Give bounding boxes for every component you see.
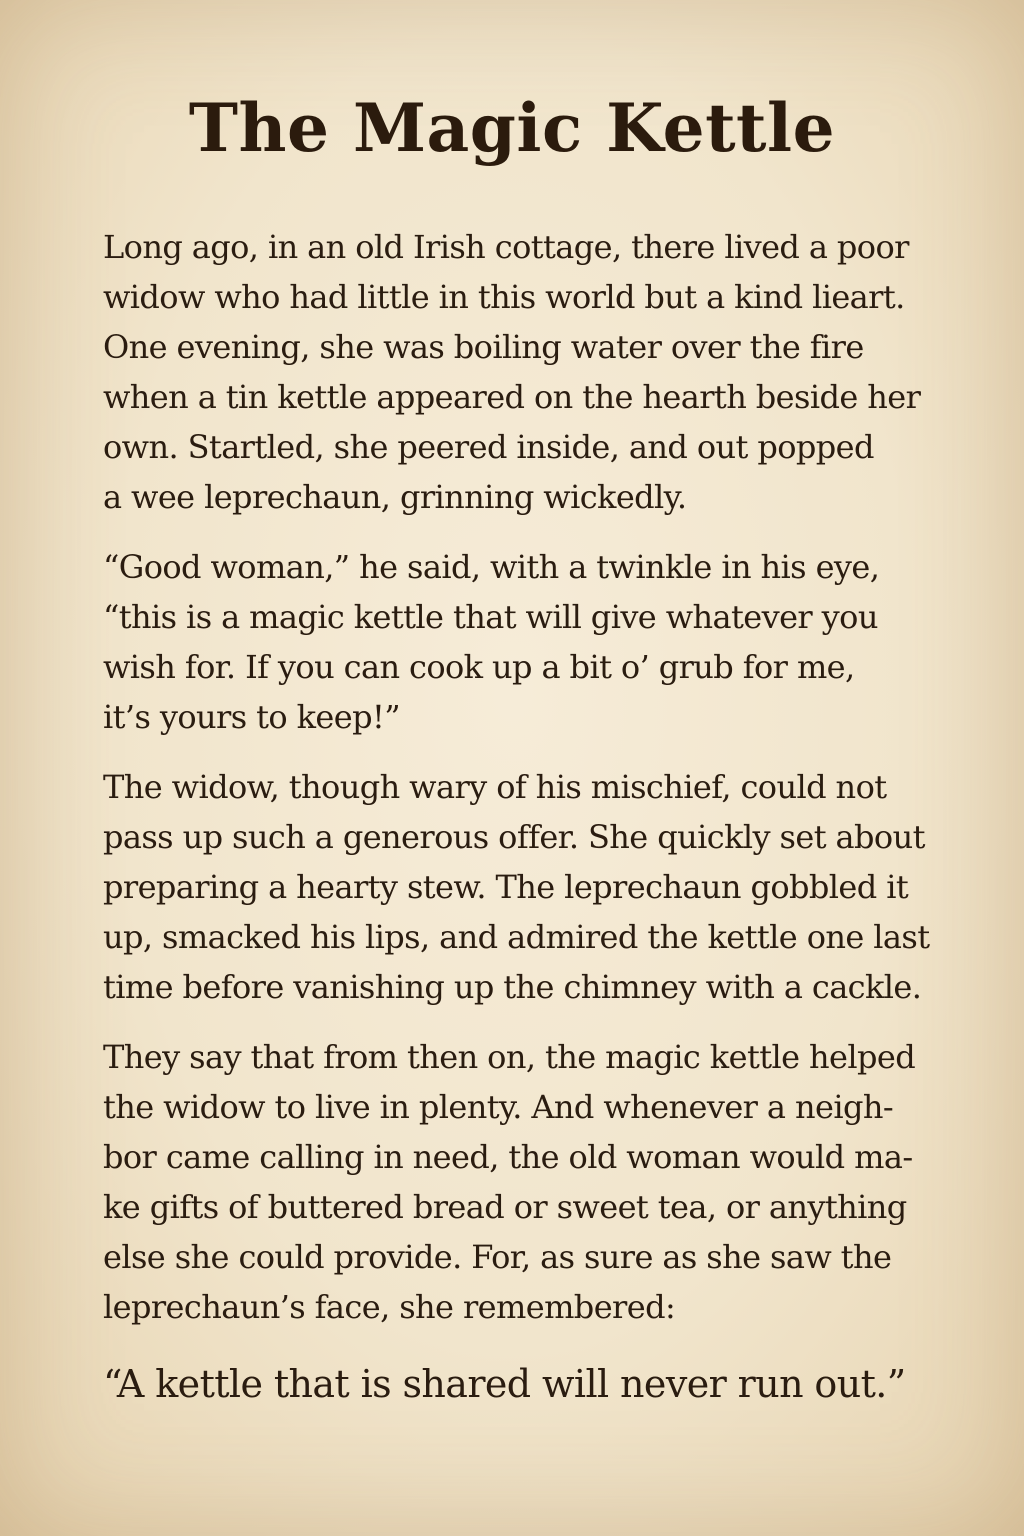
paragraph-line: it’s yours to keep!” [103, 698, 400, 736]
paragraph-line: else she could provide. For, as sure as she saw the [103, 1238, 892, 1276]
paragraph-line: “Good woman,” he said, with a twinkle in his eye, [103, 548, 880, 586]
paragraph-line: leprechaun’s face, she remembered: [103, 1288, 676, 1326]
closing-quote: “A kettle that is shared will never run out.” [103, 1362, 906, 1406]
paragraph-line: preparing a hearty stew. The leprechaun gobbled it [103, 868, 909, 906]
paragraph-line: up, smacked his lips, and admired the kettle one last [103, 918, 930, 956]
paragraph-line: One evening, she was boiling water over the fire [103, 328, 864, 366]
paragraph-line: the widow to live in plenty. And whenever a neigh- [103, 1088, 894, 1126]
paragraph-4 [103, 1032, 963, 1332]
paragraph-line: bor came calling in need, the old woman would ma- [103, 1138, 913, 1176]
paragraph-line: They say that from then on, the magic kettle helped [103, 1038, 916, 1076]
paragraph-line: own. Startled, she peered inside, and out popped [103, 428, 874, 466]
paragraph-line: Long ago, in an old Irish cottage, there lived a poor [103, 228, 909, 266]
paragraph-line: “this is a magic kettle that will give whatever you [103, 598, 878, 636]
story-body [103, 222, 963, 1412]
paragraph-3 [103, 762, 963, 1012]
paragraph-line: when a tin kettle appeared on the hearth beside her [103, 378, 921, 416]
page-title: The Magic Kettle [188, 89, 836, 167]
paragraph-line: wish for. If you can cook up a bit o’ grub for me, [103, 648, 855, 686]
paragraph-line: time before vanishing up the chimney with a cackle. [103, 968, 922, 1006]
paragraph-line: a wee leprechaun, grinning wickedly. [103, 478, 687, 516]
paragraph-line: pass up such a generous offer. She quickly set about [103, 818, 925, 856]
paragraph-line: ke gifts of buttered bread or sweet tea, or anything [103, 1188, 907, 1226]
paragraph-line: The widow, though wary of his mischief, could not [103, 768, 887, 806]
paragraph-1 [103, 222, 963, 522]
paragraph-2 [103, 542, 963, 742]
paragraph-line: widow who had little in this world but a kind lieart. [103, 278, 905, 316]
